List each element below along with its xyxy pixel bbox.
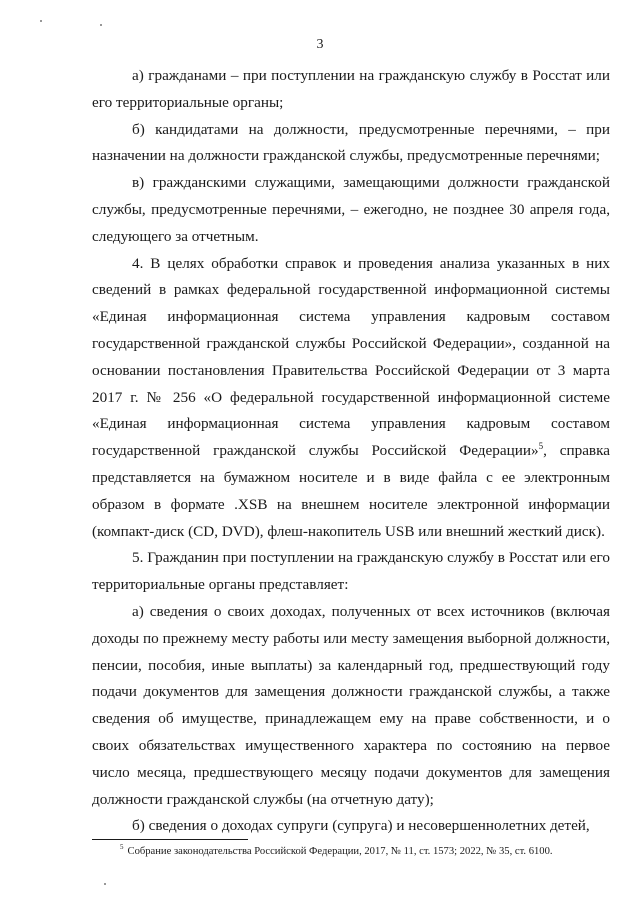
footnote-text: Собрание законодательства Российской Федерации, 2017, № 11, ст. 1573; 2022, № 35, ст. 6100.	[127, 846, 553, 857]
body-text	[92, 63, 610, 840]
paragraph-5a-own-income: а) сведения о своих доходах, полученных от всех источников (включая доходы по прежнему месту работы или месту замещения выборной должности, пенсии, пособия, иные выплаты) за календарный год, предшествующий году подачи документов для замещения должности гражданской службы, а также сведения об имуществе, принадлежащем ему на праве собственности, и о своих обязательствах имущественного характера по состоянию на первое число месяца, предшествующего месяцу подачи документов для замещения должности гражданской службы (на отчетную дату);	[92, 602, 610, 808]
scan-speck	[104, 883, 106, 885]
footnote	[120, 845, 610, 859]
paragraph-4	[92, 251, 610, 546]
paragraph-3a-citizens: а) гражданами – при поступлении на гражданскую службу в Росстат или его территориальные органы;	[92, 67, 610, 111]
scan-speck	[100, 24, 102, 26]
scan-speck	[40, 20, 42, 22]
footnote-separator	[92, 839, 248, 840]
footnote-reference: 5	[538, 441, 544, 452]
paragraph-4-text-start: 4. В целях обработки справок и проведения анализа указанных в них сведений в рамках федеральной государственной информационной системы «Единая информационная система управления кадровым составом государственной гражданской службы Российской Федерации», созданной на основании постановления Правительства Российской Федерации от 3 марта 2017 г. № 256 «О федеральной государственной информационной системе «Единая информационная система управления кадровым составом государственной гражданской службы Российской Федерации»	[92, 254, 610, 460]
paragraph-5b-family-income: б) сведения о доходах супруги (супруга) и несовершеннолетних детей,	[132, 817, 590, 835]
footnote-marker: 5	[120, 843, 124, 852]
paragraph-4-text-end: , справка представляется на бумажном носителе и в виде файла с ее электронным образом в формате .XSB на внешнем носителе электронной информации (компакт-диск (CD, DVD), флеш-накопитель USB или внешний жесткий диск).	[92, 442, 610, 540]
page-number: 3	[316, 37, 324, 52]
paragraph-3b-candidates: б) кандидатами на должности, предусмотренные перечнями, – при назначении на должности гражданской службы, предусмотренные перечнями;	[92, 120, 610, 165]
paragraph-3c-civil-servants: в) гражданскими служащими, замещающими должности гражданской службы, предусмотренные перечнями, – ежегодно, не позднее 30 апреля года, следующего за отчетным.	[92, 174, 610, 245]
paragraph-5: 5. Гражданин при поступлении на гражданскую службу в Росстат или его территориальные органы представляет:	[92, 549, 610, 594]
